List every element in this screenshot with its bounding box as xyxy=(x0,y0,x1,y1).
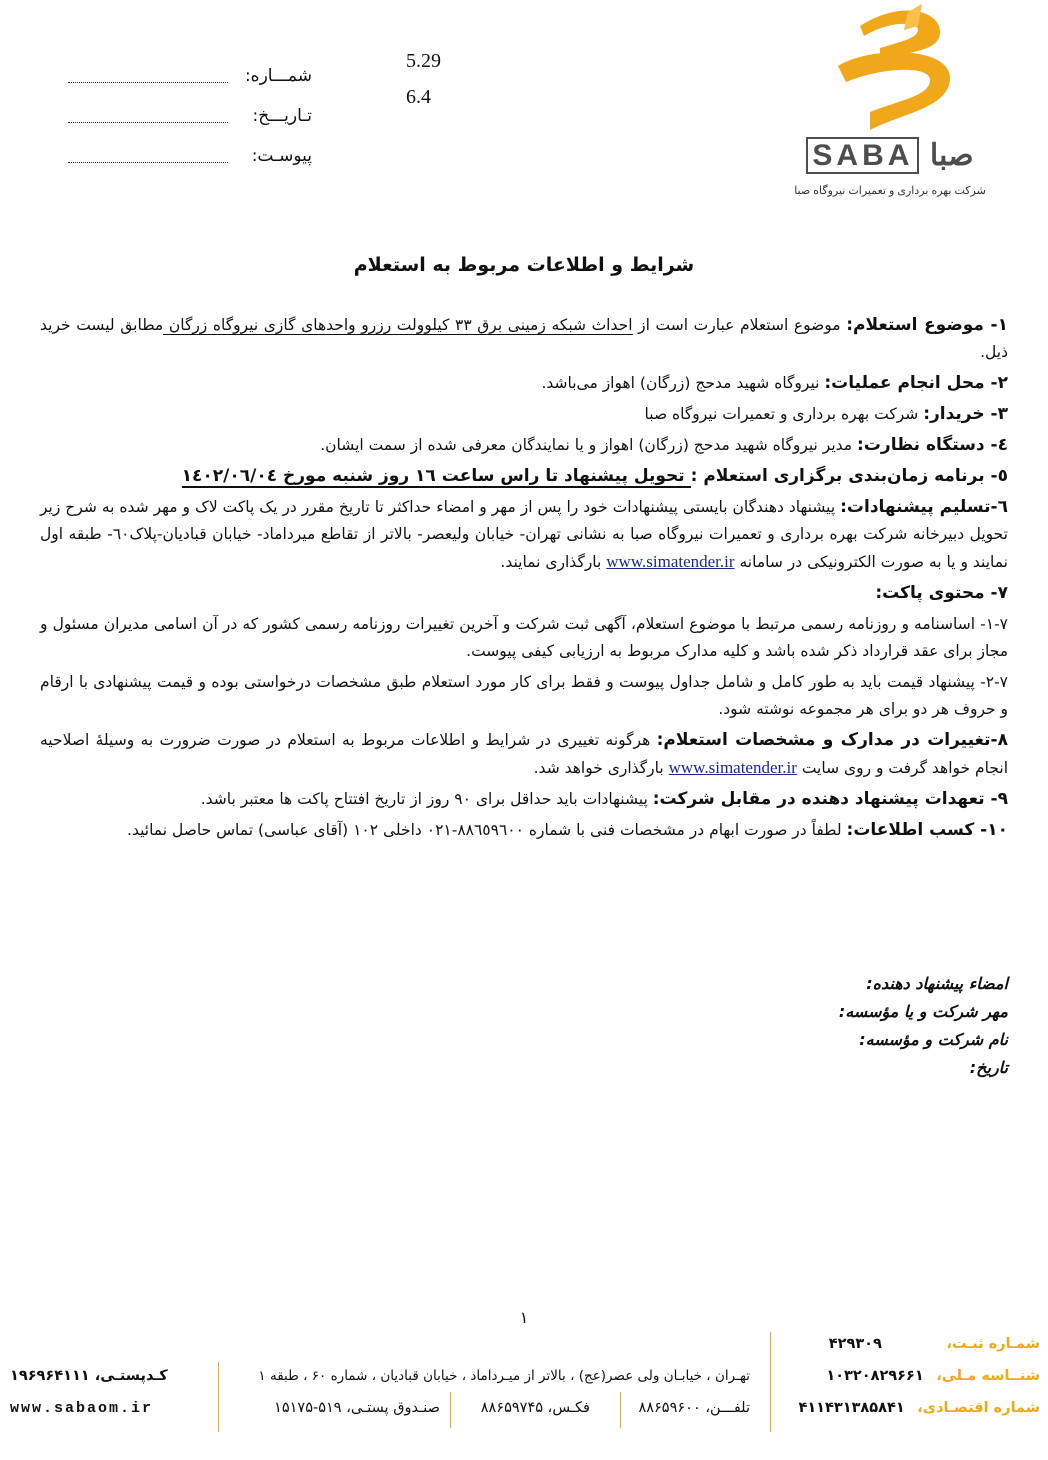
item-10 xyxy=(40,817,1008,844)
item-label: ٨-تغییرات در مدارک و مشخصات استعلام: xyxy=(656,730,1008,750)
footer-reg-value: ۴۲۹۳۰۹ xyxy=(828,1336,882,1352)
item-7 xyxy=(40,580,1008,607)
item-2 xyxy=(40,370,1008,397)
page-title: شرایط و اطلاعات مربوط به استعلام xyxy=(353,254,695,276)
item-5 xyxy=(40,463,1008,490)
deadline-highlight: تحویل پیشنهاد تا راس ساعت ١٦ روز شنبه مورخ ١٤٠٢/٠٦/٠٤ xyxy=(181,466,691,486)
footer-address: تهـران ، خیابـان ولی عصر(عج) ، بالاتر از میـرداماد ، خیابان قبادیان ، شماره ۶۰ ، طبقه ۱ xyxy=(258,1368,750,1384)
meta-value-number: 5.29 xyxy=(406,50,441,72)
item-text: پیشنهادات باید حداقل برای ٩٠ روز از تاریخ افتتاح پاکت ها معتبر باشد. xyxy=(200,790,653,808)
item-text: بارگذاری خواهد شد. xyxy=(533,759,669,777)
signature-line: تاریخ: xyxy=(969,1058,1008,1077)
item-6 xyxy=(40,494,1008,576)
item-1 xyxy=(40,312,1008,366)
meta-value-date: 6.4 xyxy=(406,86,431,108)
footer-eco-label: شماره اقتصـادی، xyxy=(917,1400,1040,1416)
meta-row-attachment xyxy=(70,130,350,170)
footer-pobox: صنـدوق پستـی، ۵۱۹-۱۵۱۷۵ xyxy=(274,1400,440,1416)
footer-postal-code: کـدپستـی، ۱۹۶۹۶۴۱۱۱ xyxy=(10,1368,168,1384)
footer-website[interactable]: www.sabaom.ir xyxy=(10,1400,154,1417)
saba-emblem-icon xyxy=(790,4,990,134)
item-9 xyxy=(40,786,1008,813)
item-text: ٧-١- اساسنامه و روزنامه رسمی مرتبط با موضوع استعلام، آگهی ثبت شرکت و آخرین تغییرات روزنامه رسمی کشور که در آن اسامی مدیران مسئول و مجاز برای عقد قرارداد ذکر شده باشد و کلیه مدارک مربوط به ارزیابی کیفی پیوست. xyxy=(40,615,1008,660)
item-7-1 xyxy=(40,611,1008,665)
item-label: ۲- محل انجام عملیات: xyxy=(824,373,1008,393)
footer-national-id xyxy=(826,1368,1040,1388)
item-subject: احداث شبکه زمینی برق ۳۳ کیلوولت رزرو واحدهای گازی نیروگاه زرگان xyxy=(163,316,633,334)
meta-label-date: تـاریـــخ: xyxy=(252,106,312,126)
footer-divider xyxy=(770,1332,771,1432)
footer-reg-label: شمـاره ثبـت، xyxy=(946,1336,1040,1352)
item-label: ۱- موضوع استعلام: xyxy=(846,315,1008,335)
item-text: مطابق لیست خرید ذیل. xyxy=(40,316,1008,361)
footer-reg xyxy=(829,1336,1040,1356)
item-7-2 xyxy=(40,669,1008,723)
item-text: بارگذاری نمایند. xyxy=(500,553,607,571)
item-label: ٦-تسلیم پیشنهادات: xyxy=(840,497,1008,517)
item-text: شرکت بهره برداری و تعمیرات نیروگاه صبا xyxy=(644,405,924,423)
footer-national-label: شنــاسه مـلی، xyxy=(936,1368,1040,1384)
page-number: ۱ xyxy=(519,1308,529,1327)
footer-national-value: ۱۰۳۲۰۸۲۹۶۶۱ xyxy=(826,1368,924,1384)
letterhead-footer xyxy=(10,1332,1040,1432)
footer-fax: فکـس، ۸۸۶۵۹۷۴۵ xyxy=(480,1400,590,1416)
simatender-link[interactable]: www.simatender.ir xyxy=(668,758,797,777)
logo-persian-text: صبا xyxy=(929,139,974,172)
meta-row-number xyxy=(70,50,441,90)
logo-caption: شرکت بهره برداری و تعمیرات نیروگاه صبا xyxy=(794,185,986,197)
meta-label-attachment: پیوسـت: xyxy=(251,146,312,166)
item-label: ١٠- کسب اطلاعات: xyxy=(846,820,1008,840)
item-text: لطفاً در صورت ابهام در مشخصات فنی با شماره ٨٨٦٥٩٦٠٠-٠٢١ داخلی ١٠٢ (آقای عباسی) تماس حاصل نمائید. xyxy=(127,821,847,839)
meta-label-number: شمـــاره: xyxy=(244,66,312,86)
signature-block xyxy=(839,970,1008,1082)
footer-eco-value: ۴۱۱۴۳۱۳۸۵۸۴۱ xyxy=(798,1400,905,1416)
item-label: ۳- خریدار: xyxy=(923,404,1008,424)
signature-line: مهر شرکت و یا مؤسسه: xyxy=(838,1002,1008,1021)
footer-divider xyxy=(218,1362,219,1432)
item-label: ٧- محتوی پاکت: xyxy=(875,583,1008,603)
footer-divider xyxy=(620,1392,621,1428)
meta-dots xyxy=(68,122,228,123)
simatender-link[interactable]: www.simatender.ir xyxy=(606,552,735,571)
item-text: مدیر نیروگاه شهید مدحج (زرگان) اهواز و یا نمایندگان معرفی شده از سمت ایشان. xyxy=(320,436,858,454)
logo-latin-text: SABA xyxy=(806,137,919,174)
footer-eco-code xyxy=(798,1400,1040,1420)
company-logo xyxy=(790,4,990,200)
meta-row-date xyxy=(70,86,431,130)
item-text: ٧-٢- پیشنهاد قیمت باید به طور کامل و شامل جداول پیوست و فقط برای کار مورد استعلام طبق مشخصات درخواستی بوده و قیمت پیشنهادی با ارقام و حروف هر دو برای هر مجموعه نوشته شود. xyxy=(40,673,1008,718)
signature-line: امضاء پیشنهاد دهنده: xyxy=(866,974,1008,993)
item-3 xyxy=(40,401,1008,428)
item-text: هرگونه تغییری در شرایط و اطلاعات مربوط به استعلام در صورت ضرورت به وسیلهٔ اصلاحیه انجام خواهد گرفت و روی سایت xyxy=(40,731,1008,777)
item-label: ٤- دستگاه نظارت: xyxy=(857,435,1008,455)
document-meta xyxy=(70,50,441,170)
item-text: موضوع استعلام عبارت است از xyxy=(632,316,847,334)
item-text: نیروگاه شهید مدحج (زرگان) اهواز می‌باشد. xyxy=(541,374,825,392)
item-label: ٩- تعهدات پیشنهاد دهنده در مقابل شرکت: xyxy=(652,789,1008,809)
item-text: پیشنهاد دهندگان بایستی پیشنهادات خود را پس از مهر و امضاء حداکثر تا تاریخ مقرر در یک پاکت لاک و مهر شده به شرح زیر تحویل دبیرخانه شرکت بهره برداری و تعمیرات نیروگاه صبا به نشانی تهران- خیابان ولیعصر- بالاتر از تقاطع میرداماد- خیابان قبادیان-پلاک٦٠- طبقه اول نمایند و یا به صورت الکترونیکی در سامانه xyxy=(40,498,1008,571)
meta-dots xyxy=(68,162,228,163)
item-label: ٥- برنامه زمان‌بندی برگزاری استعلام : xyxy=(690,466,1008,486)
footer-phone: تلفـــن، ۸۸۶۵۹۶۰۰ xyxy=(638,1400,750,1416)
footer-divider xyxy=(450,1392,451,1428)
item-4 xyxy=(40,432,1008,459)
item-8 xyxy=(40,727,1008,782)
meta-dots xyxy=(68,82,228,83)
terms-body xyxy=(40,312,1008,848)
signature-line: نام شرکت و مؤسسه: xyxy=(859,1030,1008,1049)
